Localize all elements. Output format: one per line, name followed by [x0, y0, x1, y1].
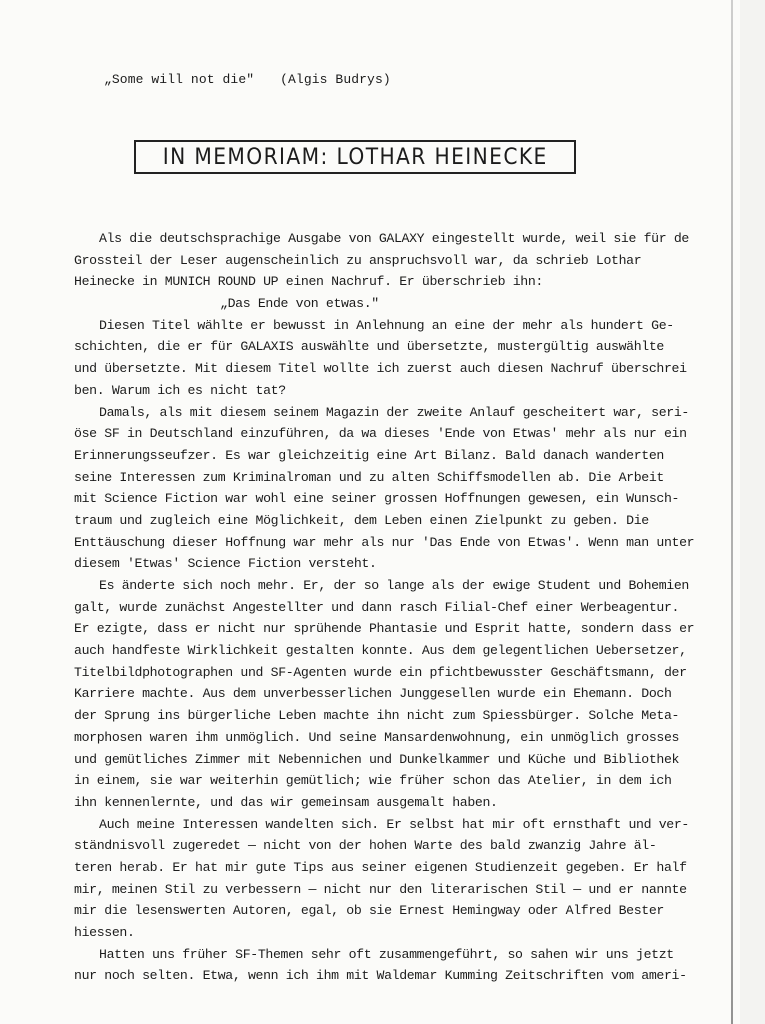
- text-line: mit Science Fiction war wohl eine seiner grossen Hoffnungen gewesen, ein Wunsch-: [74, 491, 680, 507]
- text-line: öse SF in Deutschland einzuführen, da wa dieses 'Ende von Etwas' mehr als nur ein: [74, 426, 687, 442]
- text-line: schichten, die er für GALAXIS auswählte und übersetzte, mustergültig auswählte: [74, 339, 664, 355]
- text-line: auch handfeste Wirklichkeit gestalten konnte. Aus dem gelegentlichen Uebersetzer,: [74, 643, 687, 659]
- text-line: seine Interessen zum Kriminalroman und zu alten Schiffsmodellen ab. Die Arbeit: [74, 469, 664, 485]
- text-line: traum und zugleich eine Möglichkeit, dem Leben einen Zielpunkt zu geben. Die: [74, 512, 649, 528]
- text-line: Erinnerungsseufzer. Es war gleichzeitig eine Art Bilanz. Bald danach wanderten: [74, 447, 664, 463]
- text-line: Er ezigte, dass er nicht nur sprühende Phantasie und Esprit hatte, sondern dass er: [74, 621, 695, 637]
- text-line: Auch meine Interessen wandelten sich. Er selbst hat mir oft ernsthaft und ver-: [99, 816, 689, 832]
- text-line: und gemütliches Zimmer mit Nebennichen und Dunkelkammer und Küche und Bibliothek: [74, 751, 680, 767]
- text-line: Diesen Titel wählte er bewusst in Anlehnung an eine der mehr als hundert Ge-: [99, 317, 674, 333]
- text-line: hiessen.: [74, 925, 135, 940]
- text-line: ben. Warum ich es nicht tat?: [74, 382, 286, 398]
- text-line: galt, wurde zunächst Angestellter und dann rasch Filial-Chef einer Werbeagentur.: [74, 599, 680, 615]
- text-line: ständnisvoll zugeredet — nicht von der hohen Warte des bald zwanzig Jahre äl-: [74, 838, 657, 854]
- text-line: Es änderte sich noch mehr. Er, der so lange als der ewige Student und Bohemien: [99, 578, 689, 593]
- title-box: [134, 140, 576, 174]
- page-title: IN MEMORIAM: LOTHAR HEINECKE: [162, 144, 548, 170]
- text-line: Titelbildphotographen und SF-Agenten wurde ein pfichtbewusster Geschäftsmann, der: [74, 664, 687, 680]
- text-line: ihn kennenlernte, und das wir gemeinsam ausgemalt haben.: [74, 794, 498, 810]
- text-line: Karriere machte. Aus dem unverbesserlichen Junggesellen wurde ein Ehemann. Doch: [74, 686, 672, 702]
- epigraph: [104, 72, 391, 87]
- text-line: der Sprung ins bürgerliche Leben machte ihn nicht zum Spiessbürger. Solche Meta-: [74, 708, 680, 724]
- text-line: mir, meinen Stil zu verbessern — nicht nur den literarischen Stil — und er nannte: [74, 881, 687, 897]
- text-line: teren herab. Er hat mir gute Tips aus seiner eigenen Studienzeit gegeben. Er half: [74, 859, 687, 875]
- text-line: Heinecke in MUNICH ROUND UP einen Nachruf. Er überschrieb ihn:: [74, 274, 543, 290]
- text-line: diesem 'Etwas' Science Fiction versteht.: [74, 556, 377, 572]
- article-body: [74, 228, 739, 987]
- text-line: in einem, sie war weiterhin gemütlich; wie früher schon das Atelier, in dem ich: [74, 773, 672, 789]
- epigraph-author: (Algis Budrys): [280, 72, 391, 87]
- text-line: nur noch selten. Etwa, wenn ich ihm mit Waldemar Kumming Zeitschriften vom ameri-: [74, 968, 687, 984]
- text-line: Als die deutschsprachige Ausgabe von GALAXY eingestellt wurde, weil sie für de: [99, 231, 689, 246]
- text-line: Grossteil der Leser augenscheinlich zu anspruchsvoll war, da schrieb Lothar: [74, 252, 642, 268]
- page-margin: [740, 0, 765, 1024]
- text-line: Damals, als mit diesem seinem Magazin der zweite Anlauf gescheitert war, seri-: [99, 404, 689, 420]
- text-line: „Das Ende von etwas.": [220, 296, 379, 312]
- epigraph-quote: „Some will not die": [104, 72, 255, 87]
- text-line: mir die lesenswerten Autoren, egal, ob sie Ernest Hemingway oder Alfred Bester: [74, 903, 664, 919]
- text-line: und übersetzte. Mit diesem Titel wollte ich zuerst auch diesen Nachruf überschrei: [74, 361, 687, 377]
- text-line: Enttäuschung dieser Hoffnung war mehr als nur 'Das Ende von Etwas'. Wenn man unter: [74, 534, 695, 550]
- text-line: morphosen waren ihm unmöglich. Und seine Mansardenwohnung, ein unmöglich grosses: [74, 729, 680, 745]
- text-line: Hatten uns früher SF-Themen sehr oft zusammengeführt, so sahen wir uns jetzt: [99, 946, 674, 962]
